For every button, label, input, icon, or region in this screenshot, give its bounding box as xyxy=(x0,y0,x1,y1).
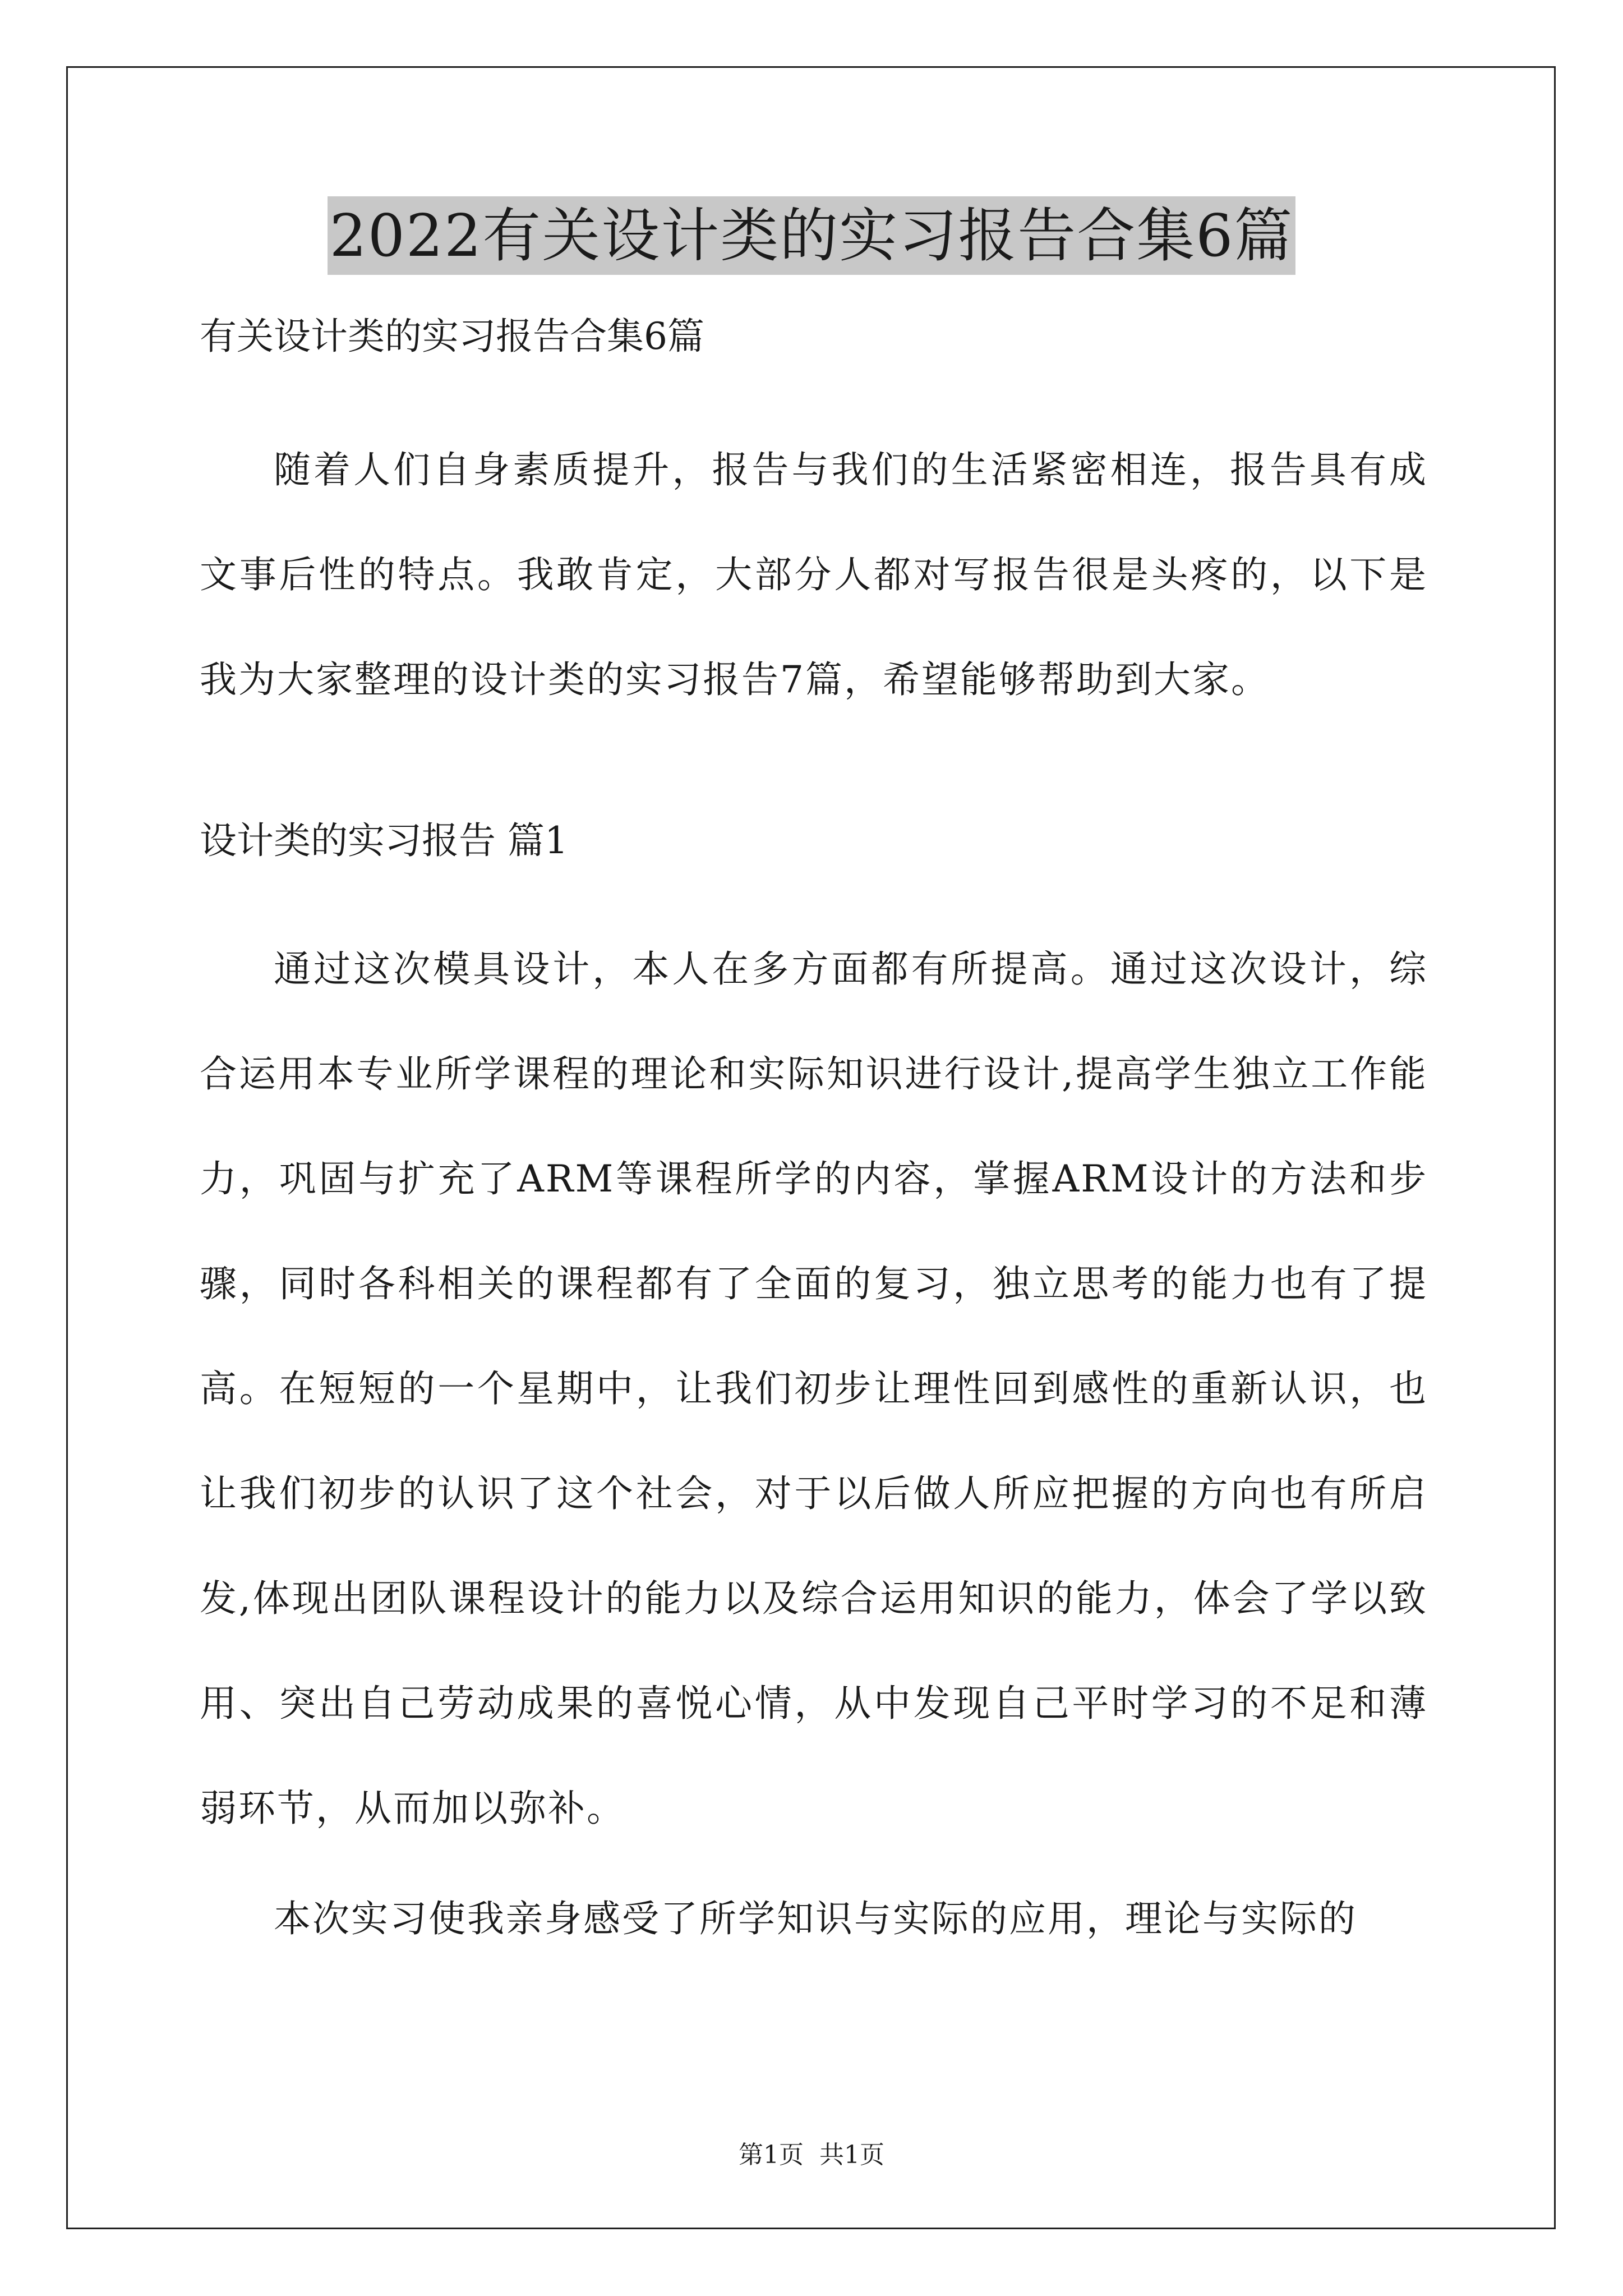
page-footer xyxy=(0,2138,1623,2172)
title-container xyxy=(0,196,1623,275)
page-total: 共1页 xyxy=(819,2141,884,2169)
page-number: 第1页 xyxy=(739,2141,804,2169)
section-heading: 设计类的实习报告 篇1 xyxy=(200,819,568,862)
document-subtitle: 有关设计类的实习报告合集6篇 xyxy=(200,315,704,358)
intro-paragraph: 随着人们自身素质提升，报告与我们的生活紧密相连，报告具有成文事后性的特点。我敢肯定，大部分人都对写报告很是头疼的，以下是我为大家整理的设计类的实习报告7篇，希望能够帮助到大家。 xyxy=(200,448,1428,701)
document-body xyxy=(200,314,1428,1971)
document-title: 2022有关设计类的实习报告合集6篇 xyxy=(328,196,1296,275)
body-paragraph: 通过这次模具设计，本人在多方面都有所提高。通过这次设计，综合运用本专业所学课程的理论和实际知识进行设计,提高学生独立工作能力，巩固与扩充了ARM等课程所学的内容，掌握ARM设计的方法和步骤，同时各科相关的课程都有了全面的复习，独立思考的能力也有了提高。在短短的一个星期中，让我们初步让理性回到感性的重新认识，也让我们初步的认识了这个社会，对于以后做人所应把握的方向也有所启发,体现出团队课程设计的能力以及综合运用知识的能力，体会了学以致用、突出自己劳动成果的喜悦心情，从中发现自己平时学习的不足和薄弱环节，从而加以弥补。 xyxy=(200,947,1428,1830)
body-paragraph: 本次实习使我亲身感受了所学知识与实际的应用，理论与实际的 xyxy=(274,1897,1357,1940)
